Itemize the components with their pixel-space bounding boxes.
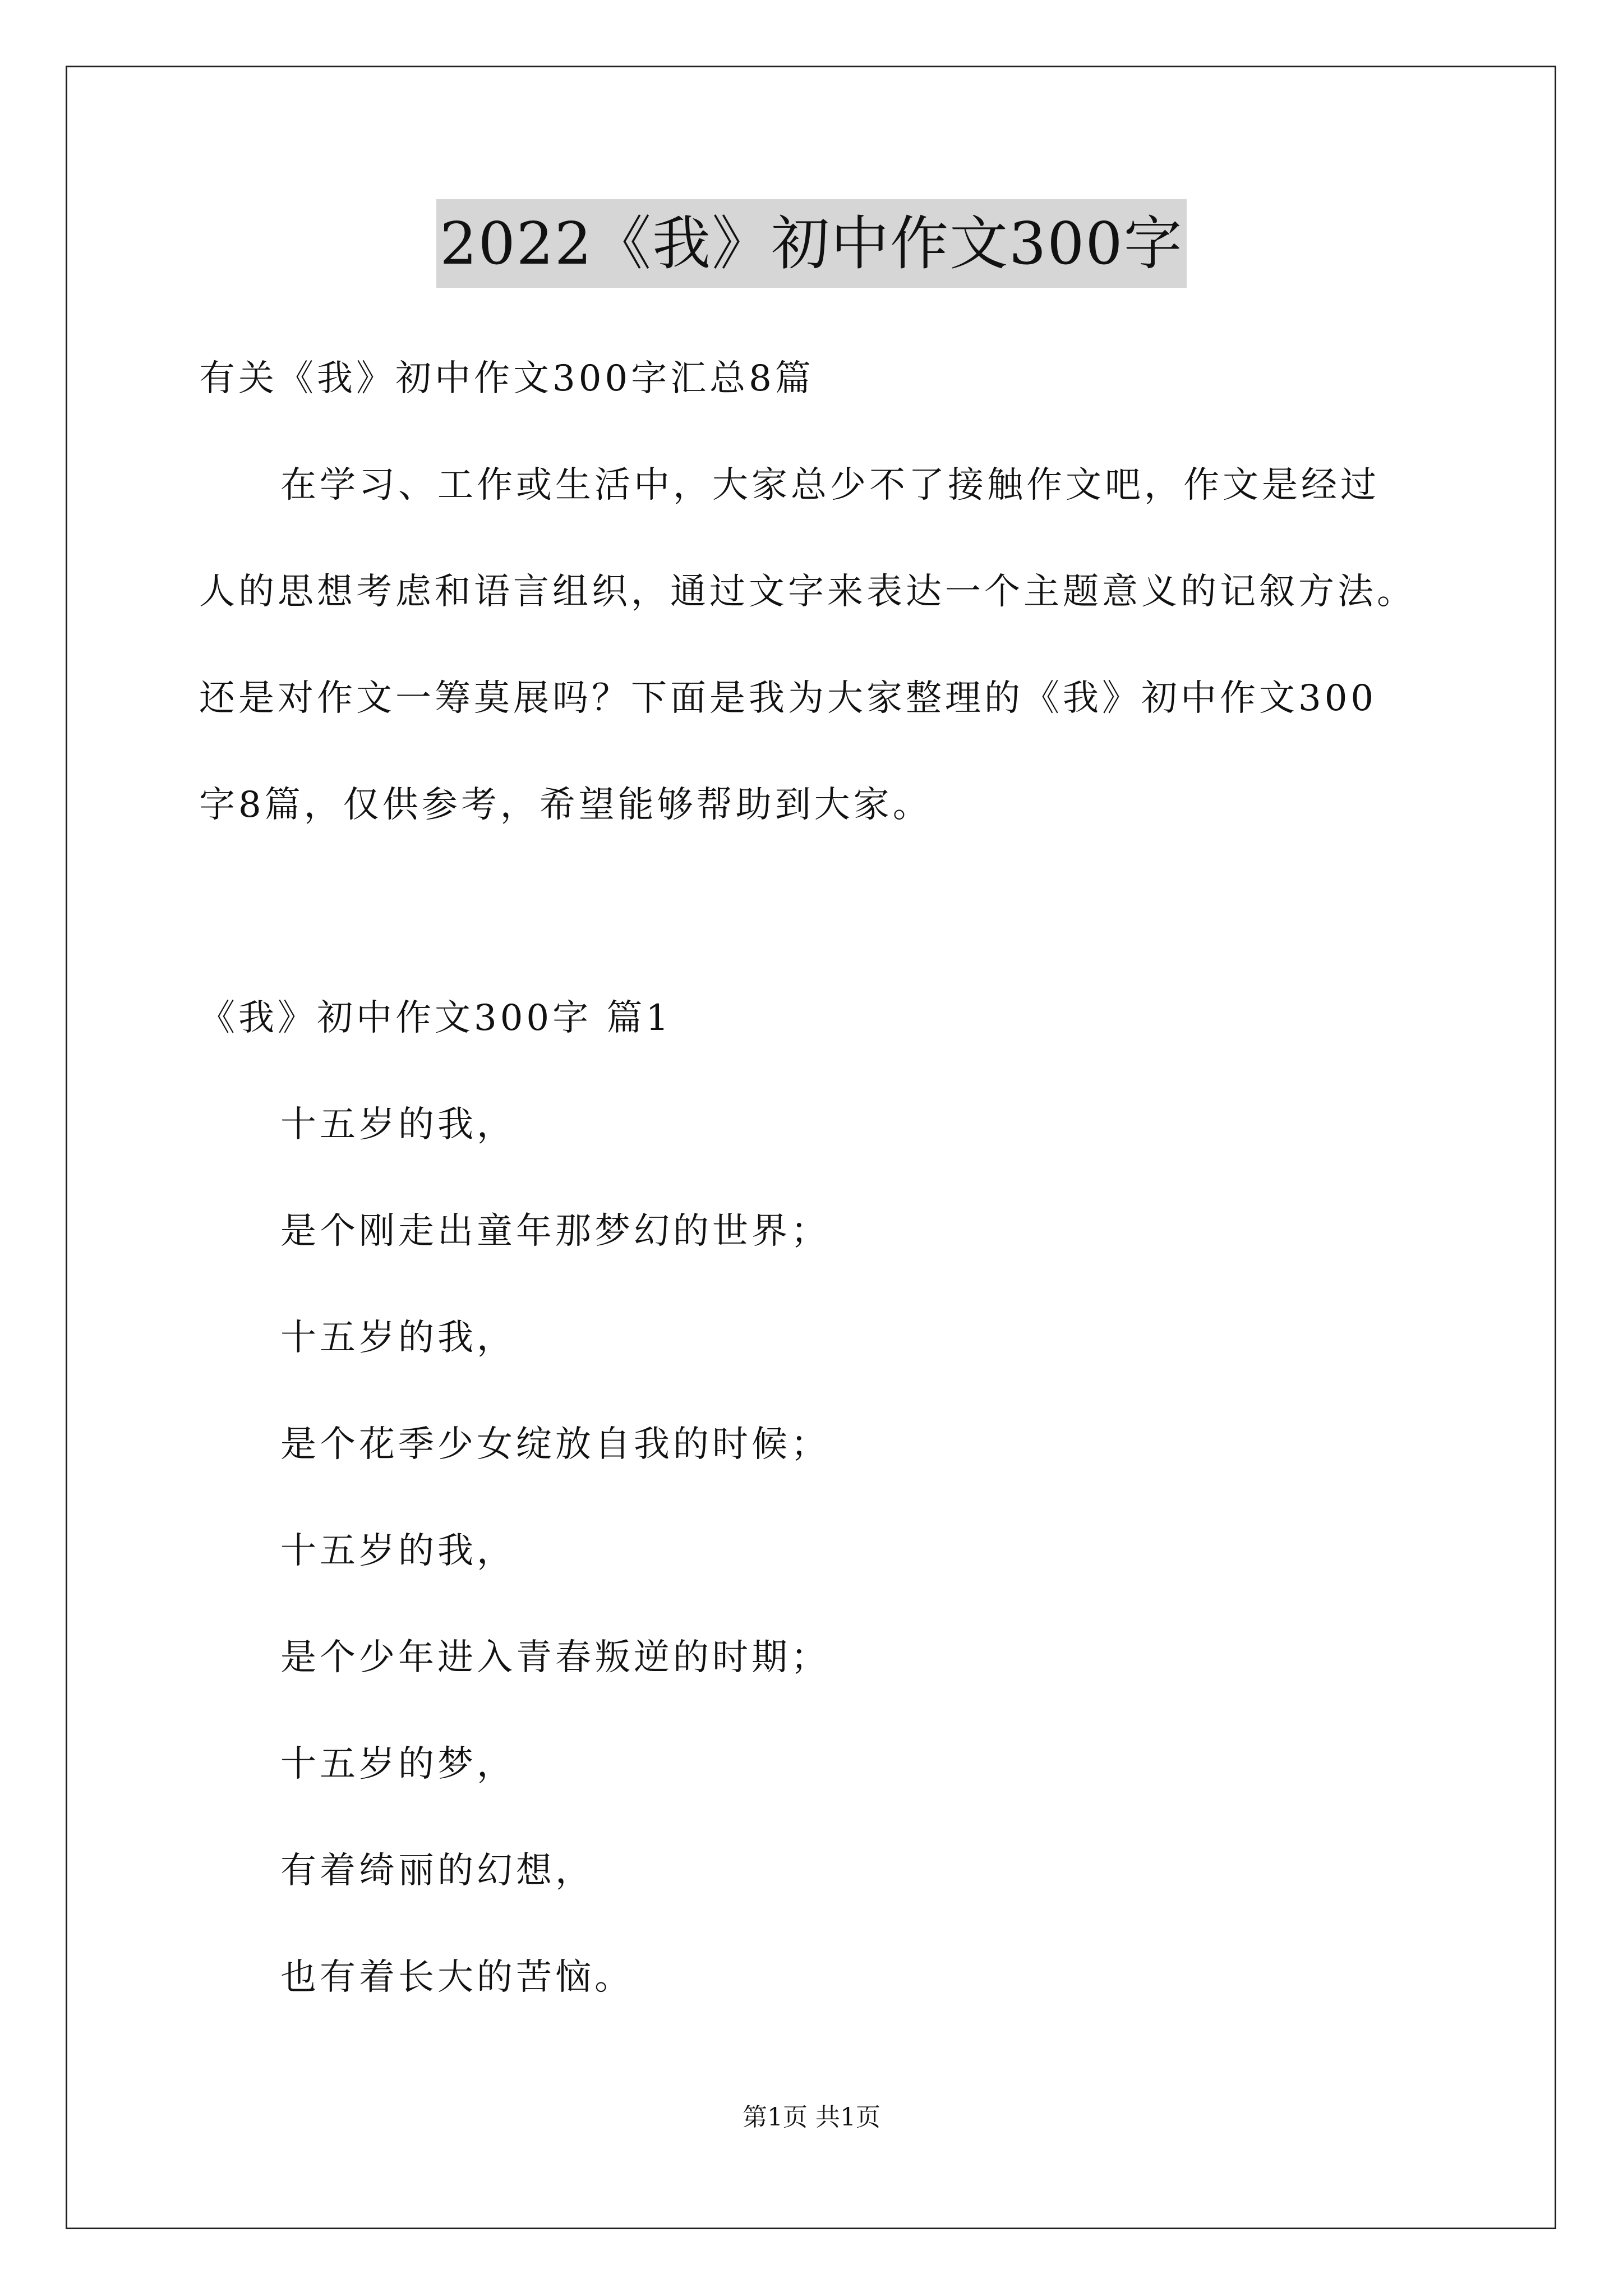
intro-line: 还是对作文一筹莫展吗？下面是我为大家整理的《我》初中作文300 xyxy=(199,678,1377,719)
intro-line: 字8篇，仅供参考，希望能够帮助到大家。 xyxy=(199,784,932,826)
poem-line: 也有着长大的苦恼。 xyxy=(280,1957,634,1998)
poem-line: 是个花季少女绽放自我的时候； xyxy=(280,1424,830,1465)
document-title: 2022《我》初中作文300字 xyxy=(436,199,1186,288)
intro-line: 在学习、工作或生活中，大家总少不了接触作文吧，作文是经过 xyxy=(280,464,1380,506)
poem-line: 十五岁的梦， xyxy=(280,1743,516,1785)
section-heading: 《我》初中作文300字 篇1 xyxy=(199,997,672,1039)
poem-line: 十五岁的我， xyxy=(280,1104,516,1145)
poem-line: 有着绮丽的幻想， xyxy=(280,1850,594,1892)
poem-line: 十五岁的我， xyxy=(280,1530,516,1572)
document-subtitle: 有关《我》初中作文300字汇总8篇 xyxy=(199,358,814,399)
intro-line: 人的思想考虑和语言组织，通过文字来表达一个主题意义的记叙方法。 xyxy=(199,571,1416,613)
page-footer: 第1页 共1页 xyxy=(743,2103,880,2132)
poem-line: 是个刚走出童年那梦幻的世界； xyxy=(280,1211,830,1252)
poem-line: 十五岁的我， xyxy=(280,1317,516,1359)
title-container xyxy=(0,199,1623,288)
poem-line: 是个少年进入青春叛逆的时期； xyxy=(280,1637,830,1678)
